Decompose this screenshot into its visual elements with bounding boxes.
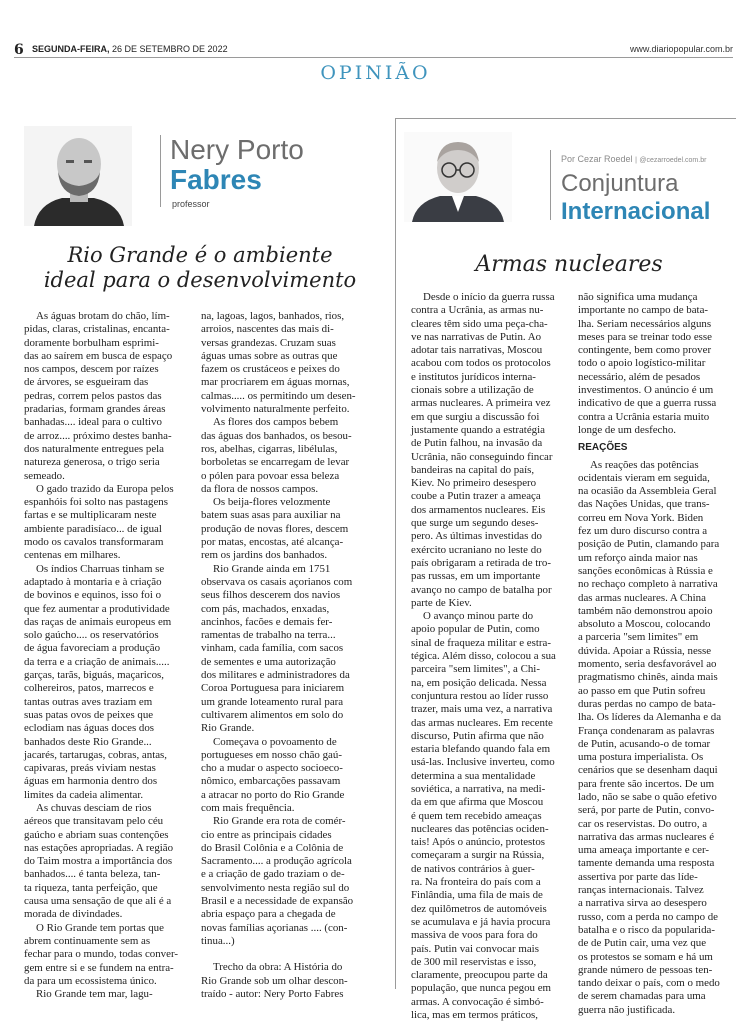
left-headline-line2: ideal para o desenvolvimento <box>43 268 357 292</box>
paragraph <box>201 948 376 961</box>
right-article-column-1 <box>411 291 571 1022</box>
issue-date <box>32 44 228 54</box>
byline-separator: | <box>635 157 637 164</box>
author-last-name: Fabres <box>170 164 262 195</box>
issue-weekday: SEGUNDA-FEIRA, <box>32 44 110 54</box>
paragraph: O gado trazido da Europa pelos espanhóis foi solto nas pastagens fartas e se multiplicaram neste ambiente paradisíaco... de igual modo os cavalos transformaram centenas em milhares. <box>24 482 174 562</box>
paragraph: Rio Grande ainda em 1751 observava os casais açorianos com seus filhos descerem dos navios com pás, machados, enxadas, ancinhos, facões e demais fer- ramentas de trabalho na terra... vinham, cada família, com sacos de sementes e uma autorização dos militares e administradores da Coroa Portuguesa para iniciarem um grande loteamento rural para cultivarem alimentos em solo do Rio Grande. <box>201 562 353 735</box>
paragraph: As chuvas desciam de rios aéreos que transitavam pelo céu gaúcho e abriam suas contenções nas estações apropriadas. A região do Taim mostra a importância dos banhados.... é tanta beleza, tan- ta riqueza, tanta perfeição, que causa uma sensação de que ali é a morada de divindades. <box>24 801 174 921</box>
column-divider <box>550 150 551 220</box>
paragraph: Começava o povoamento de portugueses em nosso chão gaú- cho a mudar o aspecto socioeco- nômico, embarcações passavam a atracar no porto do Rio Grande com mais frequência. <box>201 735 345 814</box>
byline-handle: @cezarroedel.com.br <box>639 157 707 164</box>
paragraph: Trecho da obra: A História do Rio Grande sob um olhar descon- traído - autor: Nery Porto Fabres <box>201 961 348 1000</box>
author-photo-nery <box>24 126 132 226</box>
right-article-column-2 <box>578 291 733 1017</box>
byline-author: Por Cezar Roedel <box>561 154 633 164</box>
paragraph: As flores dos campos bebem das águas dos banhados, os besou- ros, abelhas, cigarras, libélulas, borboletas se encarregam de levar o pólen para povoar essa beleza da flora de nossos campos. <box>201 416 352 495</box>
paragraph: na, lagoas, lagos, banhados, rios, arroios, nascentes das mais di- versas grandezas. Cruzam suas águas umas sobre as outras que fazem os crustáceos e peixes do mar procriarem em águas mornas, calmas..... os permitindo um desen- volvimento naturalmente perfeito. <box>201 310 356 416</box>
site-url[interactable]: www.diariopopular.com.br <box>629 44 733 54</box>
paragraph: Os índios Charruas tinham se adaptado à montaria e à criação de bovinos e equinos, isso foi o que fez aumentar a produtividade das raças de animais europeus em solo gaúcho.... os reservatórios de água favoreciam a produção da terra e a criação de animais..... garças, tarãs, biguás, maçaricos, colhereiros, patos, marrecos e tantas outras aves traziam em suas patas ovos de peixes que eclodiam nas águas doces dos banhados deste Rio Grande... jacarés, tartarugas, cobras, antas, capivaras, preás viviam nestas águas em harmonia dentro dos limites da cadeia alimentar. <box>24 562 172 801</box>
left-headline-line1: Rio Grande é o ambiente <box>67 243 333 267</box>
author-role: professor <box>172 199 210 209</box>
subheading-reacoes: REAÇÕES <box>578 442 628 454</box>
paragraph: As águas brotam do chão, lím- pidas, claras, cristalinas, encanta- doramente borbulham esprimi- das ao saírem em busca de espaço nos campos, descem por raízes de árvores, se esgueiram das pedras, correm pelos pastos das pradarias, formam grandes áreas banhadas.... ideal para o cultivo de arroz.... próximo destes banha- dos naturalmente entregues pela natureza generosa, o trigo seria semeado. <box>24 310 173 482</box>
paragraph: não significa uma mudança importante no campo de bata- lha. Seriam necessários alguns meses para se treinar todo esse contingente, bem como prover todo o apoio logístico-militar necessário, além de pesados investimentos. O anúncio é um indicativo de que a guerra russa contra a Ucrânia estaria muito longe de um desfecho. <box>578 291 717 436</box>
left-article-column-2 <box>201 310 376 1001</box>
section-title: OPINIÃO <box>320 62 431 84</box>
header-rule <box>14 57 733 58</box>
left-article-column-1 <box>24 310 194 1001</box>
column-name-word2: Internacional <box>561 198 711 225</box>
issue-date-text: 26 DE SETEMBRO DE 2022 <box>112 44 228 54</box>
paragraph: Rio Grande era rota de comér- cio entre as principais cidades do Brasil Colônia e a Colônia de Sacramento.... a produção agrícola e a criação de gado traziam o de- senvolvimento nesta região sul do Brasil e a necessidade de expansão abria espaço para a chegada de novas famílias açorianas .... (con- tinua...) <box>201 815 354 947</box>
column-byline <box>561 154 706 164</box>
author-divider <box>160 135 161 207</box>
paragraph: Desde o início da guerra russa contra a Ucrânia, as armas nu- cleares têm sido uma peça-cha- ve nas narrativas de Putin. Ao adotar tais narrativas, Moscou acabou com todos os protocolos e institutos jurídicos interna- cionais sobre a utilização de armas nucleares. A primeira vez em que surgiu a discussão foi justamente quando a estratégia de Putin falhou, na invasão da Ucrânia, não conseguindo fincar bandeiras na capital do país, Kiev. No primeiro desespero coube a Putin trazer a ameaça dos armamentos nucleares. Eis que surge um segundo deses- pero. As últimas investidas do exército ucraniano no leste do país obrigaram a retirada de tro- pas russas, em um importante avanço no campo de batalha por parte de Kiev. <box>411 291 555 609</box>
paragraph: O avanço minou parte do apoio popular de Putin, como sinal de fraqueza militar e estra- tégica. Além disso, colocou a sua parceira "sem limites", a Chi- na, em posição delicada. Nessa conjuntura restou ao líder russo trazer, mais uma vez, a narrativa das armas nucleares. Em recente discurso, Putin afirma que não estaria blefando quando fala em usá-las. Inclusive inverteu, como determina a sua mentalidade soviética, a narrativa, na medi- da em que afirma que Moscou é quem tem recebido ameaças nucleares das potências ociden- tais! Após o anúncio, protestos começaram a surgir na Rússia, de nativos contrários à guer- ra. Na fronteira do país com a Finlândia, uma fila de mais de dez quilômetros de automóveis se acumulava e já havia procura massiva de voos para fora do país. Putin vai convocar mais de 300 mil reservistas e isso, claramente, preocupou parte da população, que nunca pegou em armas. A convocação é simbó- lica, mas em termos práticos, <box>411 610 556 1022</box>
paragraph: As reações das potências ocidentais vieram em seguida, na ocasião da Assembleia Geral das Nações Unidas, que trans- correu em Nova York. Biden fez um duro discurso contra a posição de Putin, clamando para um reforço ainda maior nas sanções econômicas à Rússia e no rechaço completo à narrativa das armas nucleares. A China também não demonstrou apoio absoluto a Moscou, colocando a parceria "sem limites" em dúvida. Apoiar a Rússia, nesse momento, seria desfavorável ao pragmatismo chinês, ainda mais ao passo em que Putin sofreu duras perdas no campo de bata- lha. Os líderes da Alemanha e da França condenaram as palavras de Putin, acusando-o de tomar uma postura imperialista. Os cenários que se desenham daqui para frente são incertos. De um lado, não se sabe o quão efetivo será, por parte de Putin, convo- car os reservistas. Do outro, a narrativa das armas nucleares é uma ameaça importante e cer- tamente demanda uma resposta assertiva por parte das líde- ranças internacionais. Talvez a narrativa sirva ao desespero russo, com a perda no campo de batalha e o risco da popularida- de de Putin cair, uma vez que os protestos se somam e há um grande número de pessoas ten- tando deixar o país, com o medo de serem chamadas para uma guerra não justificada. <box>578 458 722 1016</box>
paragraph: O Rio Grande tem portas que abrem continuamente sem as fechar para o mundo, todas conver- gem entre si e se fundem na entra- da para um ecossistema único. <box>24 921 179 987</box>
author-photo-cezar <box>404 132 512 222</box>
left-headline <box>22 243 378 293</box>
page-number: 6 <box>14 42 24 58</box>
paragraph: Os beija-flores velozmente batem suas asas para auxiliar na produção de novas flores, descem por matas, encostas, até alcança- rem os jardins dos banhados. <box>201 496 349 562</box>
right-headline: Armas nucleares <box>475 252 663 277</box>
author-first-name: Nery Porto <box>170 134 304 165</box>
column-name-word1: Conjuntura <box>561 170 679 197</box>
paragraph: Rio Grande tem mar, lagu- <box>36 988 153 1001</box>
